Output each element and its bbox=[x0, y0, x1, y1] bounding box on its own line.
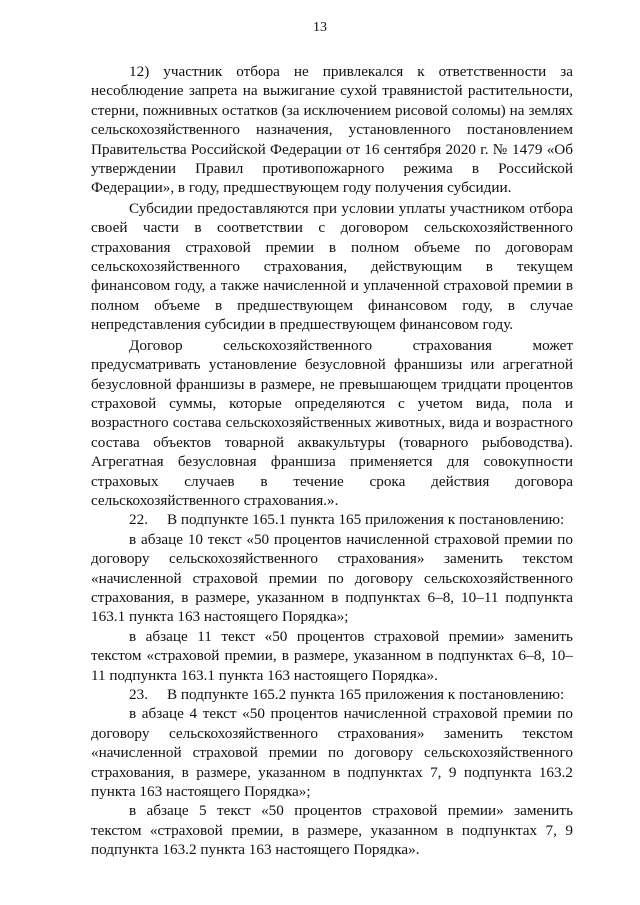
paragraph-clause-23: 23. В подпункте 165.2 пункта 165 приложения к постановлению: bbox=[129, 686, 565, 703]
paragraph-22-abzac-11: в абзаце 11 текст «50 процентов страховой премии» заменить текстом «страховой премии, в размере, указанном в подпунктах 6–8, 10–11 подпункта 163.1 пункта 163 настоящего Порядка». bbox=[91, 627, 573, 684]
paragraph-item-12: 12) участник отбора не привлекался к ответственности за несоблюдение запрета на выжигание сухой травянистой растительности, стерни, пожнивных остатков (за исключением рисовой соломы) на землях сельскохозяйственного назначения, установленного постановлением Правительства Российской Федерации от 16 сентября 2020 г. № 1479 «Об утверждении Правил противопожарного режима в Российской Федерации», в году, предшествующем году получения субсидии. bbox=[91, 63, 573, 197]
paragraph-22-abzac-10: в абзаце 10 текст «50 процентов начисленной страховой премии по договору сельскохозяйственного страхования» заменить текстом «начисленной страховой премии по договору сельскохозяйственного страхования, в размере, указанном в подпунктах 6–8, 10–11 подпункта 163.1 пункта 163 настоящего Порядка»; bbox=[91, 530, 573, 626]
paragraph-insurance-contract: Договор сельскохозяйственного страхования может предусматривать установление безусловной франшизы или агрегатной безусловной франшизы в размере, не превышающем тридцати процентов страховой суммы, которые определяются с учетом вида, пола и возрастного состава сельскохозяйственных животных, вида и возрастного состава объектов товарной аквакультуры (товарного рыбоводства). Агрегатная безусловная франшиза применяется для совокупности страховых случаев в течение срока действия договора сельскохозяйственного страхования.». bbox=[91, 336, 573, 509]
paragraph-23-abzac-4: в абзаце 4 текст «50 процентов начисленной страховой премии по договору сельскохозяйственного страхования» заменить текстом «начисленной страховой премии по договору сельскохозяйственного страхования, в размере, указанном в подпунктах 7, 9 подпункта 163.2 пункта 163 настоящего Порядка»; bbox=[91, 705, 573, 801]
document-body bbox=[91, 62, 573, 860]
page-number: 13 bbox=[313, 20, 327, 35]
paragraph-clause-22: 22. В подпункте 165.1 пункта 165 приложения к постановлению: bbox=[129, 511, 565, 529]
paragraph-23-abzac-5: в абзаце 5 текст «50 процентов страховой премии» заменить текстом «страховой премии, в размере, указанном в подпунктах 7, 9 подпункта 163.2 пункта 163 настоящего Порядка». bbox=[91, 802, 573, 859]
paragraph-subsidy-conditions: Субсидии предоставляются при условии уплаты участником отбора своей части в соответствии с договором сельскохозяйственного страхования страховой премии в полном объеме по договорам сельскохозяйственного страхования, действующим в текущем финансовом году, а также начисленной и уплаченной страховой премии в полном объеме в предшествующем финансовом году, в случае непредставления субсидии в предшествующем финансовом году. bbox=[91, 199, 573, 334]
